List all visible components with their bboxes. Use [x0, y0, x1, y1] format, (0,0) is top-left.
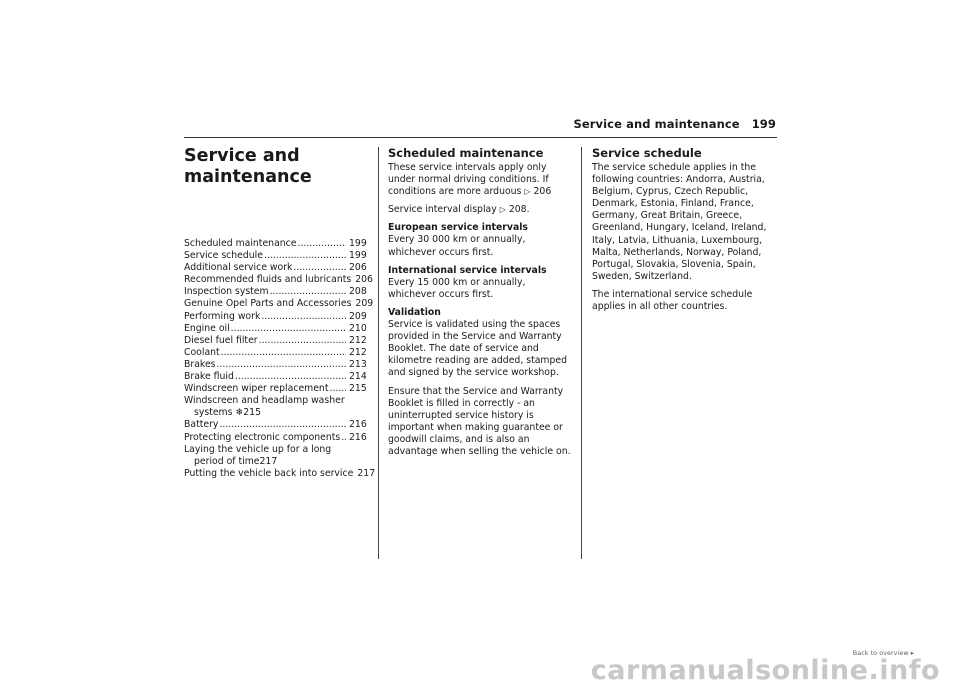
- toc-entry-performing-work[interactable]: Performing work ..... 209: [184, 311, 364, 323]
- ensure-paragraph: Ensure that the Service and Warranty Booklet is filled in correctly - an uninterrupted service history is important when making guarantee or goodwill claims, and is also an advantage when selling the vehicle on.: [388, 385, 571, 457]
- snowflake-icon: ❄: [235, 407, 244, 419]
- toc-entry-back-into-service[interactable]: Putting the vehicle back into service 217: [184, 467, 376, 479]
- international-intervals: International service intervals Every 15 000 km or annually, whichever occurs first.: [388, 264, 547, 300]
- validation-paragraph: Validation Service is validated using the spaces provided in the Service and Warranty Booklet. The date of service and kilometre reading are added, stamped and signed by the service workshop.: [388, 306, 568, 379]
- toc-entry-protecting-electronics[interactable]: Protecting electronic components ..... 216: [184, 432, 364, 444]
- section-title: Service schedule: [592, 146, 702, 160]
- back-to-overview-link[interactable]: Back to overview ▸: [852, 649, 914, 657]
- table-of-contents: [184, 238, 376, 480]
- arrow-right-icon: ▸: [910, 649, 914, 657]
- service-schedule-section: [592, 146, 778, 319]
- toc-entry-scheduled-maintenance[interactable]: Scheduled maintenance ..... 199: [184, 238, 364, 250]
- toc-entry-service-schedule[interactable]: Service schedule ..... 199: [184, 250, 364, 262]
- toc-entry-washer-systems[interactable]: Windscreen and headlamp washer systems ❄ 215: [184, 395, 345, 419]
- page-reference-icon: ▷: [499, 205, 506, 215]
- european-intervals: European service intervals Every 30 000 km or annually, whichever occurs first.: [388, 222, 528, 258]
- section-title: Scheduled maintenance: [388, 146, 544, 160]
- toc-entry-recommended-fluids[interactable]: Recommended fluids and lubricants 206: [184, 274, 373, 286]
- toc-entry-genuine-parts[interactable]: Genuine Opel Parts and Accessories 209: [184, 298, 374, 310]
- toc-entry-brake-fluid[interactable]: Brake fluid ..... 214: [184, 371, 364, 383]
- site-watermark: carmanualsonline.info: [590, 655, 940, 686]
- toc-entry-additional-service-work[interactable]: Additional service work ..... 206: [184, 262, 364, 274]
- page-number: 199: [751, 117, 776, 131]
- header-title: Service and maintenance: [573, 117, 740, 131]
- international-schedule-paragraph: The international service schedule applies in all other countries.: [592, 288, 753, 313]
- header-divider: [184, 137, 777, 138]
- intro-page-ref[interactable]: 206: [533, 186, 552, 198]
- intro-paragraph: These service intervals apply only under normal driving conditions. If conditions are more arduous ▷ 206: [388, 162, 552, 198]
- scheduled-maintenance-section: [388, 146, 574, 464]
- page-reference-icon: ▷: [524, 187, 531, 197]
- display-paragraph: Service interval display ▷ 208.: [388, 204, 530, 216]
- chapter-column: [184, 146, 376, 480]
- column-divider-left: [378, 147, 379, 559]
- toc-entry-brakes[interactable]: Brakes ..... 213: [184, 359, 364, 371]
- toc-entry-laying-up[interactable]: Laying the vehicle up for a long period of time 217: [184, 443, 332, 467]
- running-header: [573, 117, 776, 131]
- toc-entry-diesel-fuel-filter[interactable]: Diesel fuel filter ..... 212: [184, 335, 364, 347]
- toc-entry-engine-oil[interactable]: Engine oil ..... 210: [184, 323, 364, 335]
- toc-entry-coolant[interactable]: Coolant ..... 212: [184, 347, 364, 359]
- display-page-ref[interactable]: 208.: [508, 204, 530, 216]
- toc-entry-inspection-system[interactable]: Inspection system ..... 208: [184, 286, 364, 298]
- toc-entry-wiper-replacement[interactable]: Windscreen wiper replacement ..... 215: [184, 383, 364, 395]
- chapter-title: Service and maintenance: [184, 146, 312, 187]
- toc-entry-battery[interactable]: Battery ..... 216: [184, 419, 364, 431]
- countries-paragraph: The service schedule applies in the following countries: Andorra, Austria, Belgium, Cyprus, Czech Republic, Denmark, Estonia, Finland, France, Germany, Great Britain, Greece, Greenland, Hungary, Iceland, Ireland, Italy, Latvia, Lithuania, Luxembourg, Malta, Netherlands, Norway, Poland, Portugal, Slovakia, Slovenia, Spain, Sweden, Switzerland.: [592, 162, 767, 282]
- column-divider-right: [581, 147, 582, 559]
